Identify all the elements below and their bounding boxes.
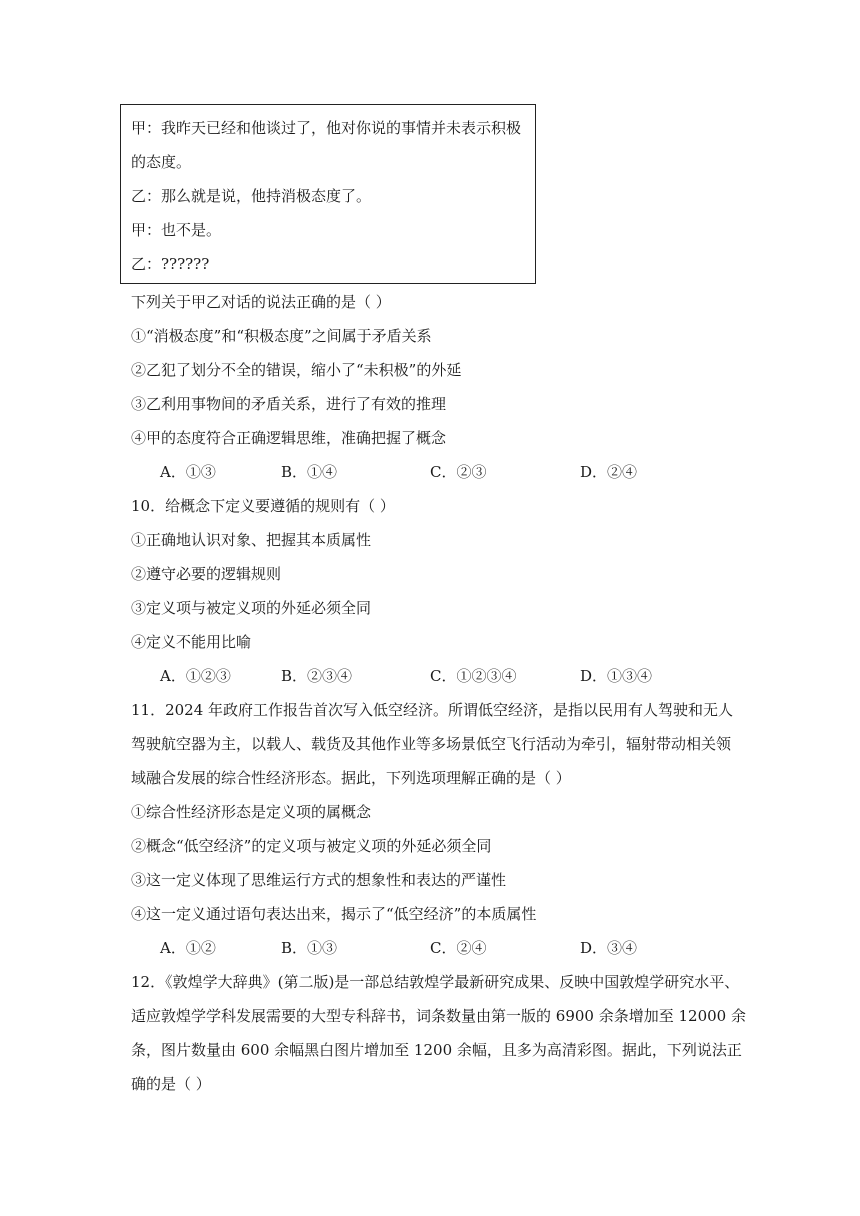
question-11-option-a: A．①② bbox=[160, 939, 216, 957]
question-10-option-b: B．②③④ bbox=[281, 667, 353, 685]
question-9-option-c: C．②③ bbox=[430, 463, 487, 481]
question-11-stem: 驾驶航空器为主，以载人、载货及其他作业等多场景低空飞行活动为牵引，辐射带动相关领 bbox=[131, 735, 732, 753]
question-11-option-c: C．②④ bbox=[430, 939, 487, 957]
question-11-option-d: D．③④ bbox=[580, 939, 638, 957]
question-10-option-a: A．①②③ bbox=[160, 667, 231, 685]
dialogue-line: 乙：那么就是说，他持消极态度了。 bbox=[131, 187, 372, 205]
question-10-item: ④定义不能用比喻 bbox=[131, 633, 252, 651]
question-10-option-c: C．①②③④ bbox=[430, 667, 517, 685]
question-9-item: ④甲的态度符合正确逻辑思维，准确把握了概念 bbox=[131, 429, 447, 447]
question-9-stem: 下列关于甲乙对话的说法正确的是（ ） bbox=[131, 293, 391, 311]
question-10-option-d: D．①③④ bbox=[580, 667, 653, 685]
question-9-option-b: B．①④ bbox=[281, 463, 338, 481]
question-9-item: ③乙利用事物间的矛盾关系，进行了有效的推理 bbox=[131, 395, 447, 413]
dialogue-line: 的态度。 bbox=[131, 153, 192, 171]
question-10-item: ②遵守必要的逻辑规则 bbox=[131, 565, 282, 583]
question-12-stem: 适应敦煌学学科发展需要的大型专科辞书，词条数量由第一版的 6900 余条增加至 12000 余 bbox=[131, 1007, 746, 1025]
question-9-option-a: A．①③ bbox=[160, 463, 216, 481]
dialogue-line: 甲：我昨天已经和他谈过了，他对你说的事情并未表示积极 bbox=[131, 119, 522, 137]
question-11-option-b: B．①③ bbox=[281, 939, 338, 957]
question-10-stem: 10．给概念下定义要遵循的规则有（ ） bbox=[131, 497, 395, 515]
dialogue-line: 甲：也不是。 bbox=[131, 221, 222, 239]
question-11-item: ①综合性经济形态是定义项的属概念 bbox=[131, 803, 372, 821]
dialogue-line: 乙：?????? bbox=[131, 255, 210, 273]
question-11-stem: 11．2024 年政府工作报告首次写入低空经济。所谓低空经济，是指以民用有人驾驶和无人 bbox=[131, 701, 734, 719]
question-10-item: ①正确地认识对象、把握其本质属性 bbox=[131, 531, 372, 549]
question-10-item: ③定义项与被定义项的外延必须全同 bbox=[131, 599, 372, 617]
question-9-item: ②乙犯了划分不全的错误，缩小了“未积极”的外延 bbox=[131, 361, 462, 379]
question-9-item: ①“消极态度”和“积极态度”之间属于矛盾关系 bbox=[131, 327, 432, 345]
question-9-option-d: D．②④ bbox=[580, 463, 638, 481]
question-12-stem: 12．《敦煌学大辞典》(第二版)是一部总结敦煌学最新研究成果、反映中国敦煌学研究水平、 bbox=[131, 973, 740, 991]
question-11-stem: 域融合发展的综合性经济形态。据此，下列选项理解正确的是（ ） bbox=[131, 769, 571, 787]
question-12-stem: 条，图片数量由 600 余幅黑白图片增加至 1200 余幅，且多为高清彩图。据此，下列说法正 bbox=[131, 1041, 742, 1059]
question-11-item: ③这一定义体现了思维运行方式的想象性和表达的严谨性 bbox=[131, 871, 507, 889]
question-12-stem: 确的是（ ） bbox=[131, 1075, 211, 1093]
question-11-item: ④这一定义通过语句表达出来，揭示了“低空经济”的本质属性 bbox=[131, 905, 537, 923]
question-11-item: ②概念“低空经济”的定义项与被定义项的外延必须全同 bbox=[131, 837, 492, 855]
